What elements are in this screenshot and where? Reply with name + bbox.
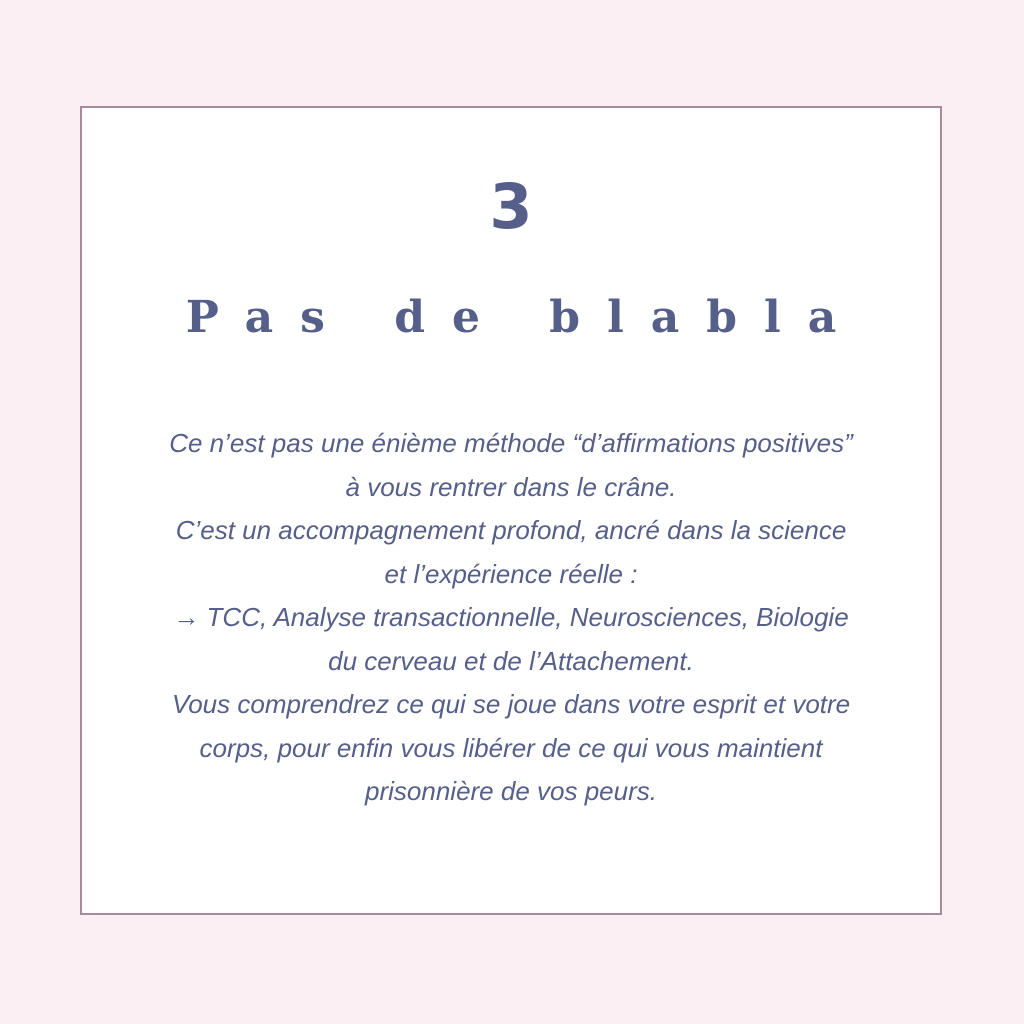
body-line: du cerveau et de l’Attachement.	[328, 645, 694, 676]
content-card	[80, 106, 942, 915]
body-line: à vous rentrer dans le crâne.	[345, 471, 677, 502]
body-line: et l’expérience réelle :	[384, 558, 638, 589]
step-number: 3	[489, 170, 533, 243]
card-body	[122, 422, 900, 814]
body-line: Vous comprendrez ce qui se joue dans votre esprit et votre	[171, 689, 851, 719]
body-line: C’est un accompagnement profond, ancré dans la science	[175, 515, 847, 545]
card-title: Pas de blabla	[185, 292, 864, 343]
body-line: corps, pour enfin vous libérer de ce qui vous maintient	[199, 732, 823, 763]
body-line: prisonnière de vos peurs.	[365, 776, 657, 806]
body-line: → TCC, Analyse transactionnelle, Neurosciences, Biologie	[173, 602, 849, 632]
body-line: Ce n’est pas une énième méthode “d’affirmations positives”	[169, 428, 853, 458]
